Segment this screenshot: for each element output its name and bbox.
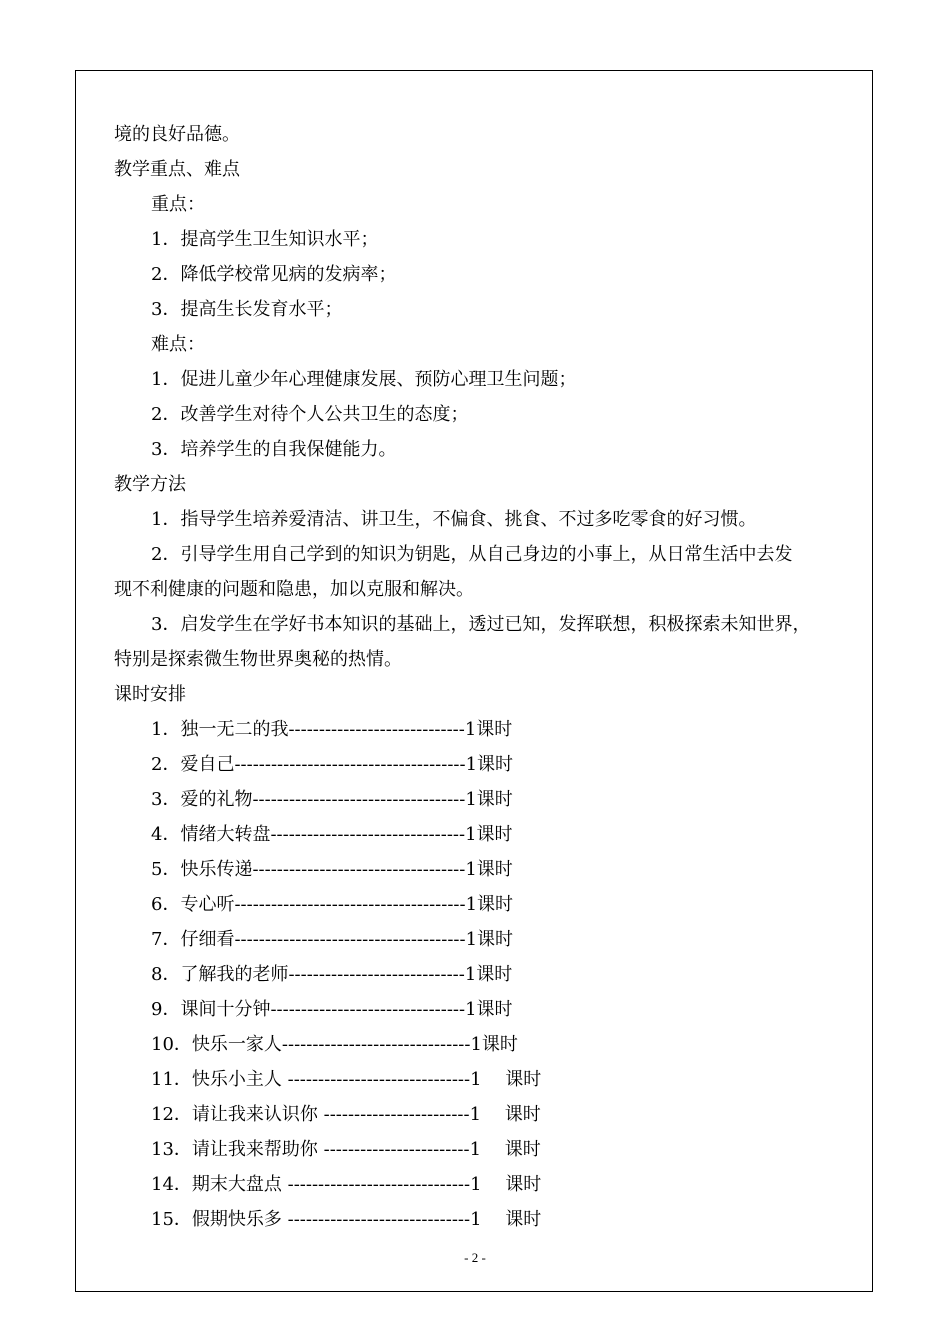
key-item: 2．降低学校常见病的发病率； bbox=[151, 264, 397, 285]
schedule-item: 2．爱自己--------------------------------------1课时 bbox=[151, 754, 514, 775]
schedule-item: 12．请让我来认识你 ------------------------1 课时 bbox=[151, 1104, 541, 1125]
schedule-item: 1．独一无二的我-----------------------------1课时 bbox=[151, 719, 513, 740]
focus-heading: 教学重点、难点 bbox=[114, 159, 240, 180]
schedule-item: 9．课间十分钟--------------------------------1课时 bbox=[151, 999, 513, 1020]
key-item: 1．提高学生卫生知识水平； bbox=[151, 229, 379, 250]
schedule-item: 13．请让我来帮助你 ------------------------1 课时 bbox=[151, 1139, 541, 1160]
method-item-3-line-1: 3．启发学生在学好书本知识的基础上，透过已知，发挥联想，积极探索未知世界， bbox=[151, 614, 811, 635]
difficult-item: 1．促进儿童少年心理健康发展、预防心理卫生问题； bbox=[151, 369, 577, 390]
difficult-label: 难点： bbox=[151, 334, 205, 355]
schedule-item: 14．期末大盘点 ------------------------------1 课时 bbox=[151, 1174, 542, 1195]
schedule-item: 5．快乐传递-----------------------------------1课时 bbox=[151, 859, 513, 880]
key-item: 3．提高生长发育水平； bbox=[151, 299, 343, 320]
key-label: 重点： bbox=[151, 194, 205, 215]
methods-heading: 教学方法 bbox=[114, 474, 186, 495]
schedule-item: 8．了解我的老师-----------------------------1课时 bbox=[151, 964, 513, 985]
method-item-2-line-1: 2．引导学生用自己学到的知识为钥匙，从自己身边的小事上，从日常生活中去发 bbox=[151, 544, 793, 565]
schedule-item: 11．快乐小主人 ------------------------------1 课时 bbox=[151, 1069, 542, 1090]
method-item-2-line-2: 现不利健康的问题和隐患，加以克服和解决。 bbox=[114, 579, 474, 600]
method-item-3-line-2: 特别是探索微生物世界奥秘的热情。 bbox=[114, 649, 402, 670]
method-item-1: 1．指导学生培养爱清洁、讲卫生，不偏食、挑食、不过多吃零食的好习惯。 bbox=[151, 509, 757, 530]
page-number: - 2 - bbox=[464, 1250, 486, 1265]
difficult-item: 2．改善学生对待个人公共卫生的态度； bbox=[151, 404, 469, 425]
schedule-item: 3．爱的礼物-----------------------------------1课时 bbox=[151, 789, 513, 810]
schedule-item: 15．假期快乐多 ------------------------------1 课时 bbox=[151, 1209, 542, 1230]
schedule-heading: 课时安排 bbox=[114, 684, 186, 705]
schedule-item: 7．仔细看--------------------------------------1课时 bbox=[151, 929, 514, 950]
difficult-item: 3．培养学生的自我保健能力。 bbox=[151, 439, 397, 460]
schedule-item: 10．快乐一家人-------------------------------1课时 bbox=[151, 1034, 518, 1055]
schedule-item: 4．情绪大转盘--------------------------------1课时 bbox=[151, 824, 513, 845]
schedule-item: 6．专心听--------------------------------------1课时 bbox=[151, 894, 514, 915]
intro-tail: 境的良好品德。 bbox=[114, 124, 240, 145]
